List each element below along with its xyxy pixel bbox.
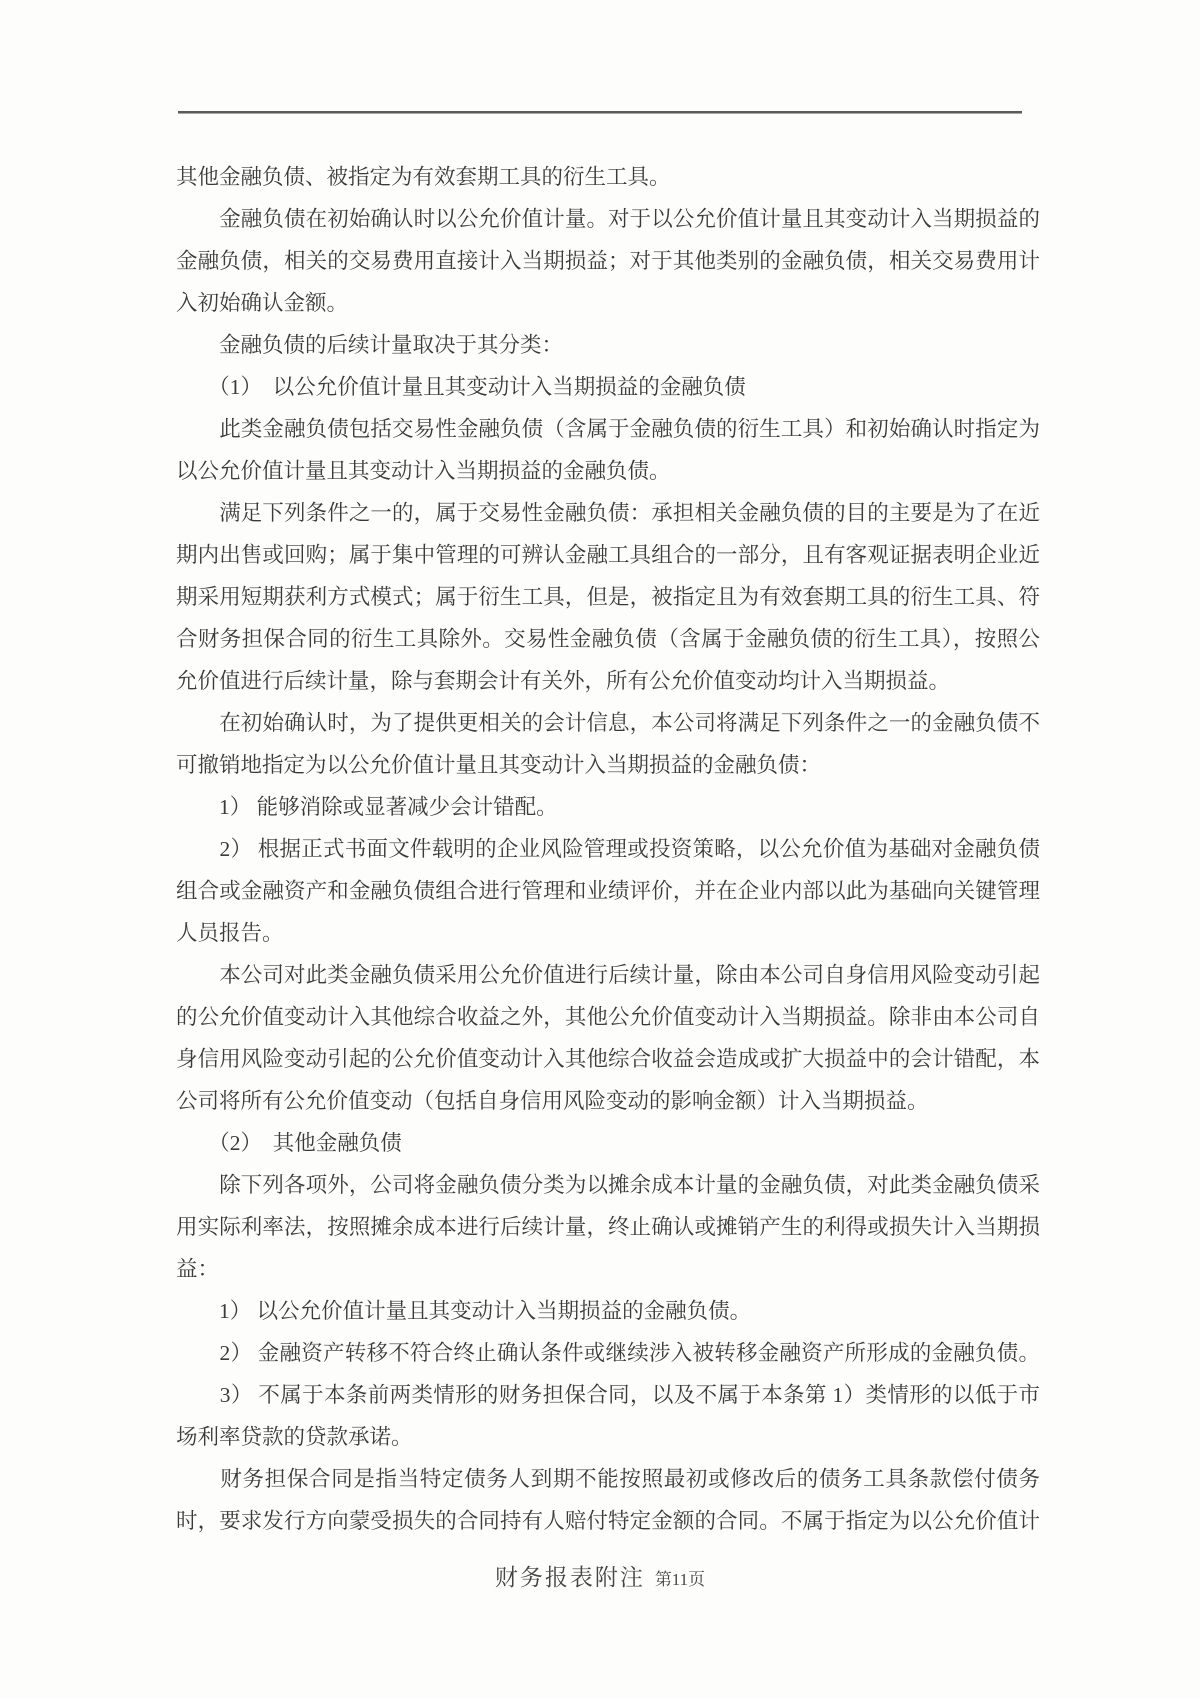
document-line: 金融负债的后续计量取决于其分类： [176,333,564,357]
document-line: 满足下列条件之一的，属于交易性金融负债：承担相关金融负债的目的主要是为了在近 [176,501,1040,525]
document-line: 期采用短期获利方式模式；属于衍生工具，但是，被指定且为有效套期工具的衍生工具、符 [176,585,1040,609]
document-line: 3） 不属于本条前两类情形的财务担保合同，以及不属于本条第 1）类情形的以低于市 [176,1383,1040,1407]
document-line: 用实际利率法，按照摊余成本进行后续计量，终止确认或摊销产生的利得或损失计入当期损 [176,1215,1040,1239]
document-line: 公司将所有公允价值变动（包括自身信用风险变动的影响金额）计入当期损益。 [176,1089,929,1113]
document-line: 其他金融负债、被指定为有效套期工具的衍生工具。 [176,165,671,189]
footer-page-number: 第11页 [654,1570,706,1589]
document-line: 金融负债在初始确认时以公允价值计量。对于以公允价值计量且其变动计入当期损益的 [176,207,1040,231]
document-line: 除下列各项外，公司将金融负债分类为以摊余成本计量的金融负债，对此类金融负债采 [176,1173,1040,1197]
document-line: 益： [176,1257,220,1281]
document-line: 入初始确认金额。 [176,291,349,315]
document-line: 可撤销地指定为以公允价值计量且其变动计入当期损益的金融负债： [176,753,822,777]
document-line: 时，要求发行方向蒙受损失的合同持有人赔付特定金额的合同。不属于指定为以公允价值计 [176,1509,1040,1533]
document-line: 2） 根据正式书面文件载明的企业风险管理或投资策略，以公允价值为基础对金融负债 [176,837,1040,861]
document-line: 场利率贷款的贷款承诺。 [176,1425,413,1449]
document-line: （2） 其他金融负债 [176,1131,402,1155]
document-line: 金融负债，相关的交易费用直接计入当期损益；对于其他类别的金融负债，相关交易费用计 [176,249,1040,273]
document-line: 身信用风险变动引起的公允价值变动计入其他综合收益会造成或扩大损益中的会计错配，本 [176,1047,1040,1071]
document-line: 在初始确认时，为了提供更相关的会计信息，本公司将满足下列条件之一的金融负债不 [176,711,1040,735]
document-line: 以公允价值计量且其变动计入当期损益的金融负债。 [176,459,671,483]
footer-title: 财务报表附注 [494,1565,645,1590]
document-line: 人员报告。 [176,921,284,945]
document-line: 允价值进行后续计量，除与套期会计有关外，所有公允价值变动均计入当期损益。 [176,669,951,693]
page-footer [0,1556,1200,1600]
document-line: 财务担保合同是指当特定债务人到期不能按照最初或修改后的债务工具条款偿付债务 [176,1467,1040,1491]
document-line: 组合或金融资产和金融负债组合进行管理和业绩评价，并在企业内部以此为基础向关键管理 [176,879,1040,903]
document-line: （1） 以公允价值计量且其变动计入当期损益的金融负债 [176,375,746,399]
document-line: 本公司对此类金融负债采用公允价值进行后续计量，除由本公司自身信用风险变动引起 [176,963,1040,987]
document-line: 1） 能够消除或显著减少会计错配。 [176,795,558,819]
document-line: 的公允价值变动计入其他综合收益之外，其他公允价值变动计入当期损益。除非由本公司自 [176,1005,1040,1029]
document-body [176,156,1040,1542]
document-line: 2） 金融资产转移不符合终止确认条件或继续涉入被转移金融资产所形成的金融负债。 [176,1341,1040,1365]
document-line: 期内出售或回购；属于集中管理的可辨认金融工具组合的一部分，且有客观证据表明企业近 [176,543,1040,567]
header-rule [178,111,1022,114]
document-line: 此类金融负债包括交易性金融负债（含属于金融负债的衍生工具）和初始确认时指定为 [176,417,1040,441]
document-line: 合财务担保合同的衍生工具除外。交易性金融负债（含属于金融负债的衍生工具），按照公 [176,627,1040,651]
document-line: 1） 以公允价值计量且其变动计入当期损益的金融负债。 [176,1299,752,1323]
